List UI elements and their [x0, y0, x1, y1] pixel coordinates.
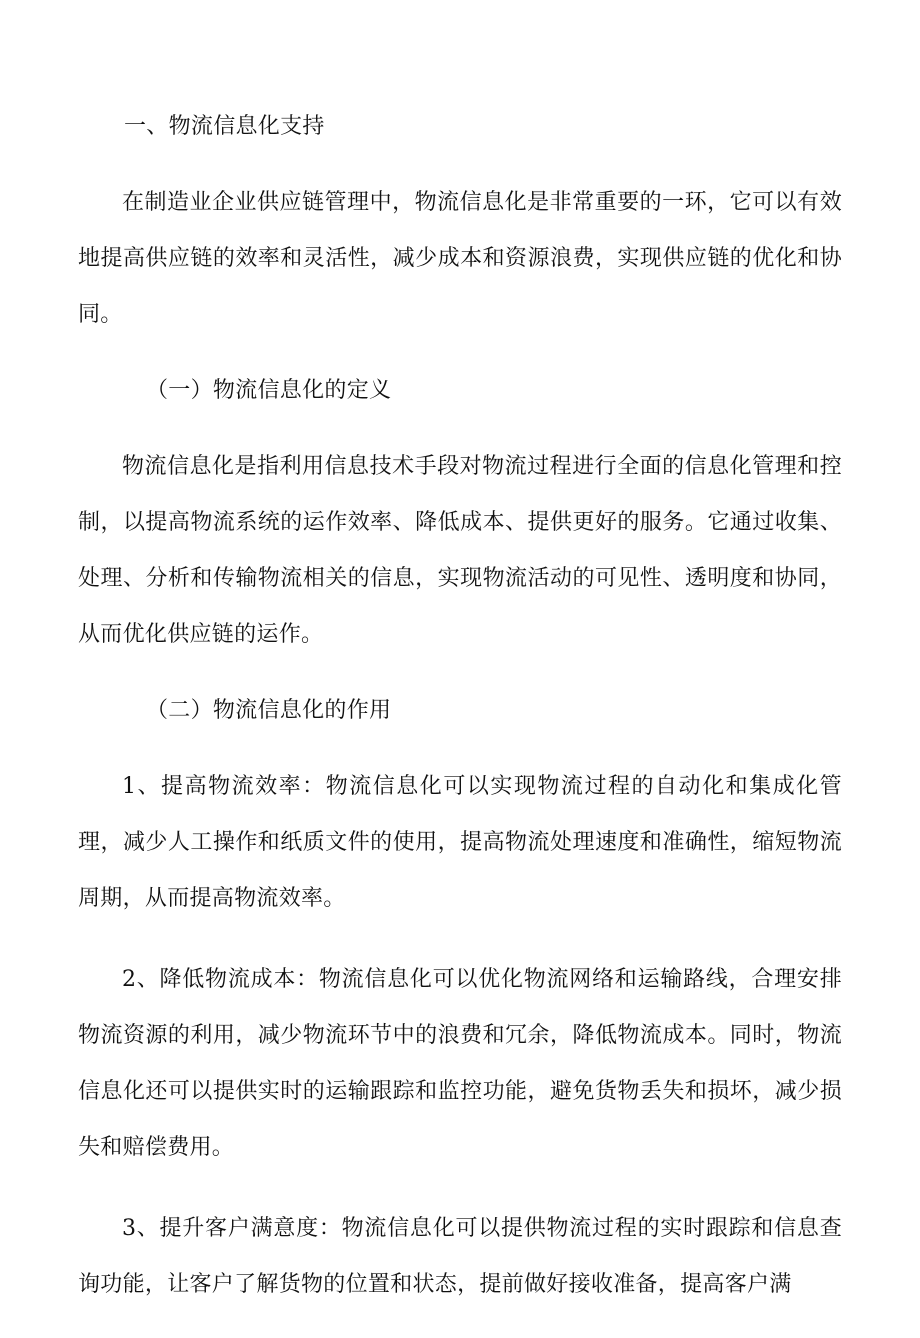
- subsection-title-role: （二）物流信息化的作用: [146, 698, 392, 723]
- intro-paragraph: 在制造业企业供应链管理中，物流信息化是非常重要的一环，它可以有效地提高供应链的效率和灵活性，减少成本和资源浪费，实现供应链的优化和协同。: [78, 190, 842, 327]
- point-3-paragraph: 3、提升客户满意度：物流信息化可以提供物流过程的实时跟踪和信息查询功能，让客户了解货物的位置和状态，提前做好接收准备，提高客户满: [78, 1216, 842, 1297]
- subsection-title-definition: （一）物流信息化的定义: [146, 378, 392, 403]
- section-title: 一、物流信息化支持: [124, 114, 325, 139]
- document-body: [78, 104, 842, 1338]
- point-2-paragraph: 2、降低物流成本：物流信息化可以优化物流网络和运输路线，合理安排物流资源的利用，减少物流环节中的浪费和冗余，降低物流成本。同时，物流信息化还可以提供实时的运输跟踪和监控功能，避免货物丢失和损坏，减少损失和赔偿费用。: [78, 967, 842, 1160]
- point-1-paragraph: 1、提高物流效率：物流信息化可以实现物流过程的自动化和集成化管理，减少人工操作和纸质文件的使用，提高物流处理速度和准确性，缩短物流周期，从而提高物流效率。: [78, 774, 842, 911]
- definition-paragraph: 物流信息化是指利用信息技术手段对物流过程进行全面的信息化管理和控制，以提高物流系统的运作效率、降低成本、提供更好的服务。它通过收集、处理、分析和传输物流相关的信息，实现物流活动的可见性、透明度和协同，从而优化供应链的运作。: [78, 454, 842, 647]
